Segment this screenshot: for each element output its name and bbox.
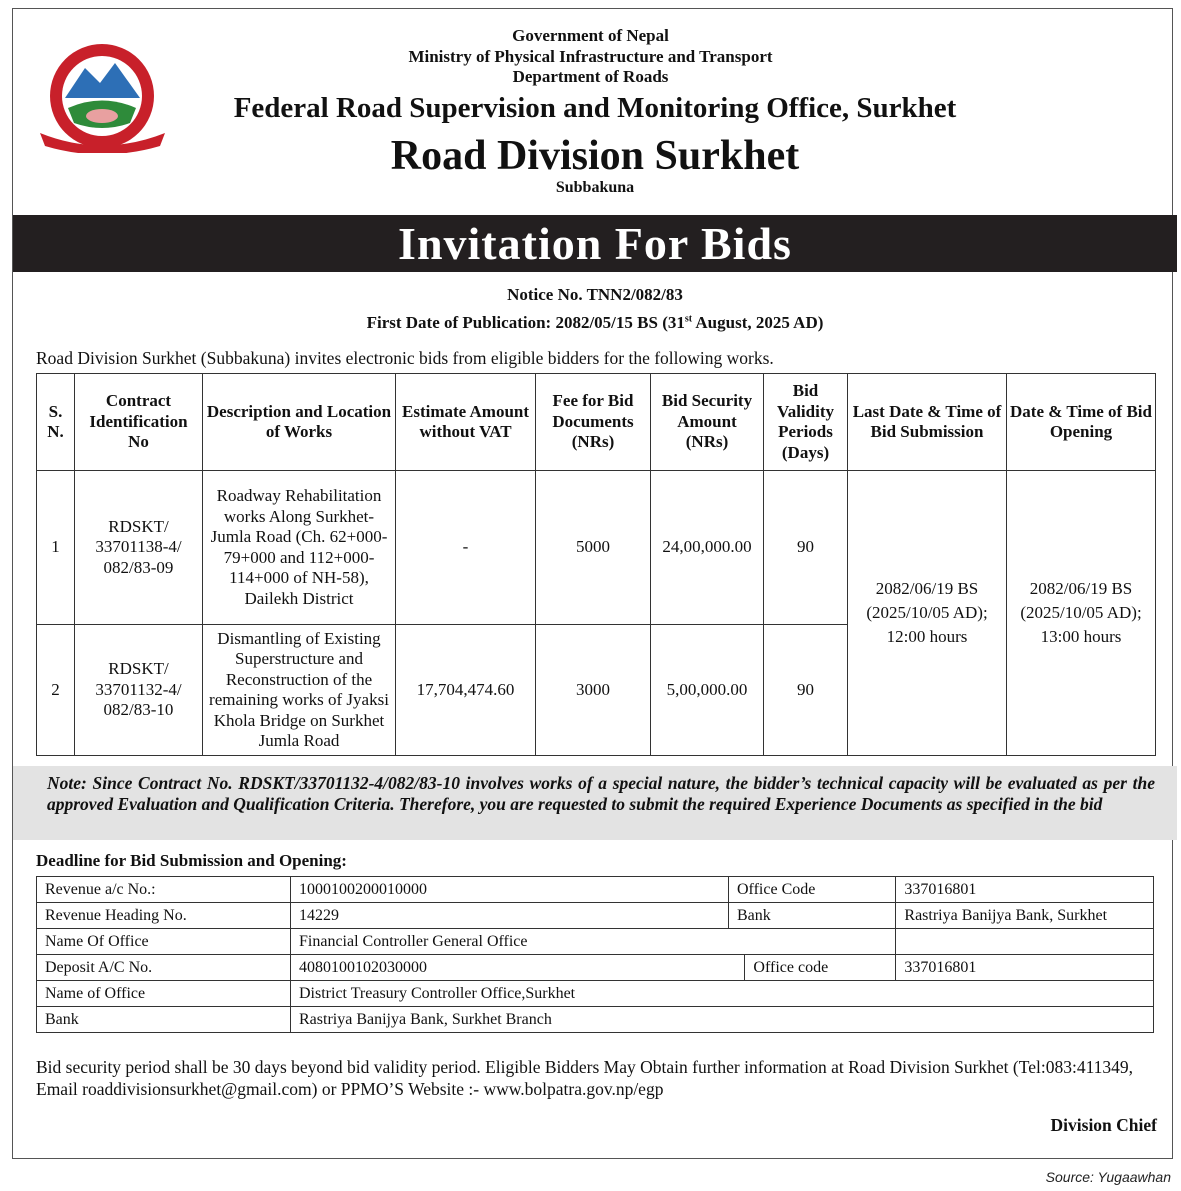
publication-date bbox=[0, 313, 1181, 333]
footer-text bbox=[36, 1056, 1161, 1100]
cell-label: Name Of Office bbox=[37, 929, 291, 955]
table-header-row bbox=[37, 374, 1156, 471]
table-row bbox=[37, 1007, 1154, 1033]
col-header: Date & Time of Bid Opening bbox=[1007, 374, 1156, 471]
signature: Division Chief bbox=[1050, 1115, 1157, 1135]
cell-label: Bank bbox=[37, 1007, 291, 1033]
col-header: Bid Security Amount (NRs) bbox=[651, 374, 764, 471]
phone-link[interactable]: Tel:083:411349 bbox=[1018, 1057, 1129, 1077]
col-header: S. N. bbox=[37, 374, 75, 471]
table-row bbox=[37, 955, 1154, 981]
division-title: Road Division Surkhet bbox=[390, 133, 800, 179]
cell-fee: 5000 bbox=[536, 471, 651, 625]
table-row bbox=[37, 471, 1156, 625]
bids-table bbox=[36, 373, 1156, 756]
col-header: Estimate Amount without VAT bbox=[396, 374, 536, 471]
cell-value: District Treasury Controller Office,Surkhet bbox=[291, 981, 1154, 1007]
cell-value: 14229 bbox=[291, 903, 729, 929]
cell-label: Bank bbox=[729, 903, 896, 929]
cell-value: Financial Controller General Office bbox=[291, 929, 896, 955]
pub-text-end: August, 2025 AD) bbox=[692, 313, 824, 332]
gov-line: Government of Nepal bbox=[512, 26, 669, 45]
office-title: Federal Road Supervision and Monitoring Office, Surkhet bbox=[233, 92, 957, 124]
cell-label: Office Code bbox=[729, 877, 896, 903]
title-banner: Invitation For Bids bbox=[13, 215, 1177, 272]
cell-contract: RDSKT/ 33701138-4/ 082/83-09 bbox=[75, 471, 203, 625]
cell-label: Deposit A/C No. bbox=[37, 955, 291, 981]
col-header: Last Date & Time of Bid Submission bbox=[848, 374, 1007, 471]
department-line: Department of Roads bbox=[512, 67, 669, 86]
col-header: Description and Location of Works bbox=[203, 374, 396, 471]
deadline-title: Deadline for Bid Submission and Opening: bbox=[36, 851, 347, 870]
cell-label: Office code bbox=[745, 955, 896, 981]
cell-value: 4080100102030000 bbox=[291, 955, 745, 981]
cell-security: 24,00,000.00 bbox=[651, 471, 764, 625]
table-row bbox=[37, 877, 1154, 903]
cell-contract: RDSKT/ 33701132-4/ 082/83-10 bbox=[75, 625, 203, 756]
note-text: Note: Since Contract No. RDSKT/33701132-4/082/83-10 involves works of a special nature, the bidder’s technical capacity will be evaluated as per the approved Evaluation and Qualification Criteria. Therefore, you are requested to submit the required Experience Documents as specified in the bid bbox=[47, 773, 1155, 814]
col-header: Bid Validity Periods (Days) bbox=[764, 374, 848, 471]
cell-label: Revenue Heading No. bbox=[37, 903, 291, 929]
cell-value: 337016801 bbox=[896, 877, 1154, 903]
cell-estimate: - bbox=[396, 471, 536, 625]
cell-validity: 90 bbox=[764, 625, 848, 756]
col-header: Contract Identification No bbox=[75, 374, 203, 471]
ministry-line: Ministry of Physical Infrastructure and Transport bbox=[408, 46, 773, 66]
col-header: Fee for Bid Documents (NRs) bbox=[536, 374, 651, 471]
cell-validity: 90 bbox=[764, 471, 848, 625]
footer-part: Bid security period shall be 30 days beyond bid validity period. Eligible Bidders May Obtain further information at Road Division Surkhet ( bbox=[36, 1057, 1019, 1077]
cell-label: Name of Office bbox=[37, 981, 291, 1007]
note-band bbox=[13, 766, 1177, 840]
cell-value: 1000100200010000 bbox=[291, 877, 729, 903]
cell-sn: 2 bbox=[37, 625, 75, 756]
cell-value: 337016801 bbox=[896, 955, 1154, 981]
cell-description: Dismantling of Existing Superstructure and Reconstruction of the remaining works of Jyaksi Khola Bridge on Surkhet Jumla Road bbox=[203, 625, 396, 756]
cell-submission: 2082/06/19 BS (2025/10/05 AD); 12:00 hours bbox=[848, 471, 1007, 756]
website-link[interactable]: www.bolpatra.gov.np/egp bbox=[483, 1079, 664, 1099]
cell-fee: 3000 bbox=[536, 625, 651, 756]
pub-sup: st bbox=[684, 313, 693, 325]
cell-value: Rastriya Banijya Bank, Surkhet Branch bbox=[291, 1007, 1154, 1033]
cell-estimate: 17,704,474.60 bbox=[396, 625, 536, 756]
government-header bbox=[0, 26, 1181, 88]
cell-empty bbox=[896, 929, 1154, 955]
cell-opening: 2082/06/19 BS (2025/10/05 AD); 13:00 hours bbox=[1007, 471, 1156, 756]
account-table bbox=[36, 876, 1154, 1033]
source-credit: Source: Yugaawhan bbox=[1045, 1169, 1171, 1185]
table-row bbox=[37, 929, 1154, 955]
table-row bbox=[37, 903, 1154, 929]
cell-description: Roadway Rehabilitation works Along Surkhet-Jumla Road (Ch. 62+000-79+000 and 112+000-114+000 of NH-58), Dailekh District bbox=[203, 471, 396, 625]
table-row bbox=[37, 981, 1154, 1007]
intro-text: Road Division Surkhet (Subbakuna) invites electronic bids from eligible bidders for the following works. bbox=[36, 348, 774, 368]
location-subtitle: Subbakuna bbox=[555, 179, 635, 196]
cell-sn: 1 bbox=[37, 471, 75, 625]
notice-number: Notice No. TNN2/082/83 bbox=[507, 285, 683, 304]
footer-part: , Email roaddivisionsurkhet@gmail.com) or PPMO’S Website :- bbox=[36, 1057, 1134, 1099]
cell-label: Revenue a/c No.: bbox=[37, 877, 291, 903]
cell-security: 5,00,000.00 bbox=[651, 625, 764, 756]
cell-value: Rastriya Banijya Bank, Surkhet bbox=[896, 903, 1154, 929]
pub-text: First Date of Publication: 2082/05/15 BS (31 bbox=[366, 313, 685, 332]
